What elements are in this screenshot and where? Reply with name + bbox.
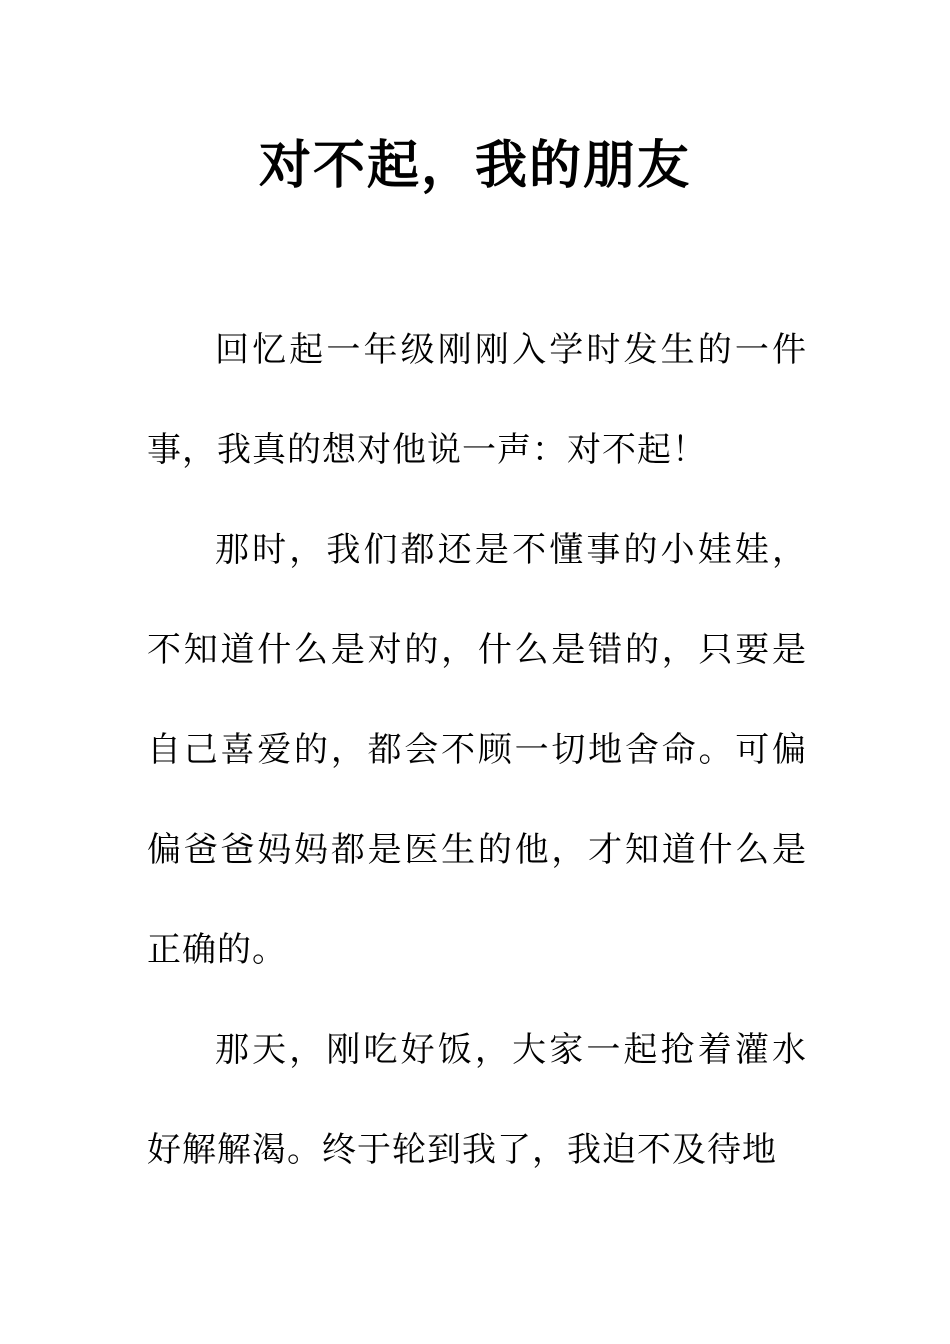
page-title: 对不起，我的朋友	[258, 136, 691, 196]
essay-body	[147, 300, 807, 1200]
paragraph-1: 回忆起一年级刚刚入学时发生的一件事，我真的想对他说一声：对不起！	[147, 330, 807, 470]
paragraph-2: 那时，我们都还是不懂事的小娃娃，不知道什么是对的，什么是错的，只要是自己喜爱的，都会不顾一切地舍命。可偏偏爸爸妈妈都是医生的他，才知道什么是正确的。	[147, 530, 807, 970]
paragraph-3: 那天，刚吃好饭，大家一起抢着灌水好解解渴。终于轮到我了，我迫不及待地	[147, 1030, 807, 1170]
